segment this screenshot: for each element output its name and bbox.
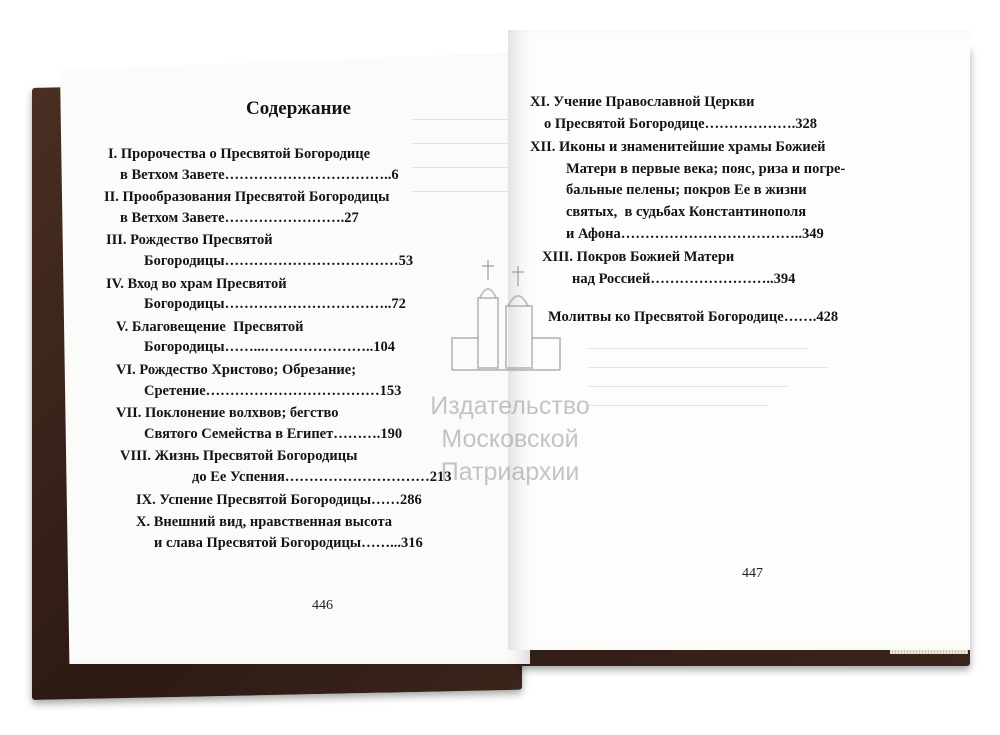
toc-entry-title: XIII. Покров Божией Матери xyxy=(542,249,735,266)
toc-entry-continuation: Сретение………………………………153 xyxy=(144,382,402,399)
toc-entry-continuation: о Пресвятой Богородице……………….328 xyxy=(544,115,817,132)
toc-entry-title: Молитвы ко Пресвятой Богородице…….428 xyxy=(548,309,839,326)
toc-entry-title: I. Пророчества о Пресвятой Богородице xyxy=(108,146,371,162)
toc-entry xyxy=(108,490,488,511)
toc-entry-title: X. Внешний вид, нравственная высота xyxy=(136,514,393,531)
toc-entry xyxy=(108,230,488,271)
toc-right xyxy=(530,92,890,331)
toc-entry-continuation: святых, в судьбах Константинополя xyxy=(566,203,807,220)
toc-entry-continuation: в Ветхом Завете……………………………..6 xyxy=(120,166,399,183)
toc-entry-continuation: в Ветхом Завете…………………….27 xyxy=(120,209,359,226)
toc-entry xyxy=(108,317,488,358)
toc-entry xyxy=(104,187,488,228)
watermark-line: Московской xyxy=(441,425,579,453)
toc-entry-title: IV. Вход во храм Пресвятой xyxy=(106,275,287,292)
toc-entry-title: XII. Иконы и знаменитейшие храмы Божией xyxy=(530,139,826,156)
toc-entry-title: VIII. Жизнь Пресвятой Богородицы xyxy=(120,448,358,465)
toc-entry-continuation: Святого Семейства в Египет……….190 xyxy=(144,425,403,442)
toc-entry-title: IX. Успение Пресвятой Богородицы……286 xyxy=(136,491,422,508)
right-page-number: 447 xyxy=(742,566,763,581)
toc-entry xyxy=(108,512,488,553)
toc-entry-continuation: до Ее Успения…………………………213 xyxy=(192,468,452,485)
toc-entry-continuation: бальные пелены; покров Ее в жизни xyxy=(566,182,807,199)
toc-entry xyxy=(530,307,890,329)
watermark-line: Издательство xyxy=(430,392,590,420)
bleed-through-text xyxy=(588,330,848,412)
toc-entry xyxy=(108,144,488,185)
publisher-watermark xyxy=(400,390,620,489)
contents-title: Содержание xyxy=(246,98,351,119)
toc-entry-continuation: Богородицы……………………………..72 xyxy=(144,296,406,313)
toc-entry-title: XI. Учение Православной Церкви xyxy=(530,94,755,110)
toc-entry xyxy=(530,137,890,245)
toc-entry-title: VI. Рождество Христово; Обрезание; xyxy=(116,361,357,378)
toc-left xyxy=(104,144,488,555)
toc-entry-continuation: и слава Пресвятой Богородицы……...316 xyxy=(154,534,423,551)
church-watermark-icon xyxy=(448,258,568,378)
toc-entry-title: III. Рождество Пресвятой xyxy=(106,232,273,249)
toc-entry-title: V. Благовещение Пресвятой xyxy=(116,318,304,335)
toc-entry-continuation: над Россией……………………..394 xyxy=(572,270,796,287)
toc-entry-continuation: Матери в первые века; пояс, риза и погре- xyxy=(566,160,846,177)
watermark-line: Патриархии xyxy=(440,458,580,486)
toc-entry xyxy=(530,92,890,135)
toc-entry-title: II. Прообразования Пресвятой Богородицы xyxy=(104,189,390,206)
toc-entry-continuation: Богородицы……...…………………..104 xyxy=(144,339,395,356)
left-page-number: 446 xyxy=(312,598,333,613)
toc-entry-continuation: Богородицы………………………………53 xyxy=(144,252,414,269)
toc-entry xyxy=(108,274,488,315)
toc-entry-title: VII. Поклонение волхвов; бегство xyxy=(116,405,339,422)
toc-entry-continuation: и Афона………………………………..349 xyxy=(566,225,824,242)
toc-entry xyxy=(530,247,890,290)
